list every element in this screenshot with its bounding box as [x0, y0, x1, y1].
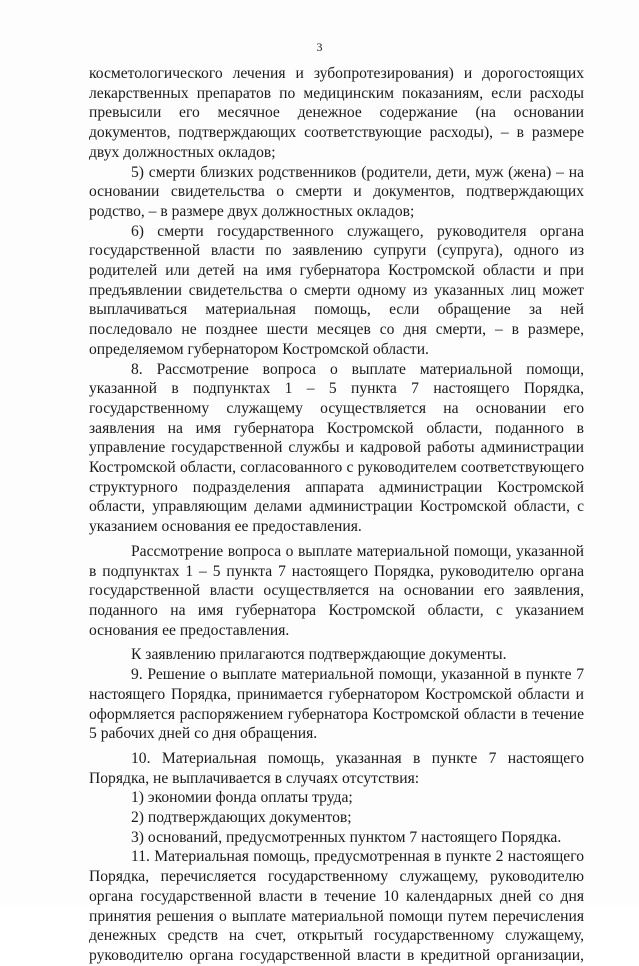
list-item-2: 2) подтверждающих документов; [131, 809, 352, 827]
paragraph-item-5: 5) смерти близких родственников (родители, дети, муж (жена) – на основании свидетельства о смерти и документов, подтверждающих родство, – в размере двух должностных окладов; [89, 163, 584, 220]
paragraph-clause-11: 11. Материальная помощь, предусмотренная в пункте 2 настоящего Порядка, перечисляется государственному служащему, руководителю органа государственной власти в течение 10 календарных дней со дня принятия решения о выплате материальной помощи путем перечисления денежных средств на счет, открытый государственному служащему, руководителю органа государственной власти в кредитной организации, [89, 848, 584, 964]
paragraph-item-6: 6) смерти государственного служащего, руководителя органа государственной власти по заявлению супруги (супруга), одного из родителей или детей на имя губернатора Костромской области и при предъявлении свидетельства о смерти одному из указанных лиц может выплачиваться материальная помощь, если обращение за ней последовало не позднее шести месяцев со дня смерти, – в размере, определяемом губернатором Костромской области. [89, 222, 584, 358]
list-item-1: 1) экономии фонда оплаты труда; [131, 789, 353, 807]
paragraph-clause-8: 8. Рассмотрение вопроса о выплате материальной помощи, указанной в подпунктах 1 – 5 пункта 7 настоящего Порядка, государственному служащему осуществляется на основании его заявления на имя губернатора Костромской области, поданного в управление государственной службы и кадровой работы администрации Костромской области, согласованного с руководителем соответствующего структурного подразделения аппарата администрации Костромской области, управляющим делами администрации Костромской области, с указанием основания ее предоставления. [89, 360, 584, 536]
paragraph-clause-9: 9. Решение о выплате материальной помощи, указанной в пункте 7 настоящего Порядка, принимается губернатором Костромской области и оформляется распоряжением губернатора Костромской области в течение 5 рабочих дней со дня обращения. [89, 666, 584, 743]
paragraph-clause-8-part-2: Рассмотрение вопроса о выплате материальной помощи, указанной в подпунктах 1 – 5 пункта 7 настоящего Порядка, руководителю органа государственной власти осуществляется на основании его заявления, поданного на имя губернатора Костромской области, с указанием основания ее предоставления. [89, 542, 584, 639]
paragraph-clause-10: 10. Материальная помощь, указанная в пункте 7 настоящего Порядка, не выплачивается в случаях отсутствия: [89, 749, 584, 787]
paragraph-continuation: косметологического лечения и зубопротезирования) и дорогостоящих лекарственных препаратов по медицинским показаниям, если расходы превысили его месячное денежное содержание (на основании документов, подтверждающих соответствующие расходы), – в размере двух должностных окладов; [89, 65, 584, 161]
list-item-3: 3) оснований, предусмотренных пунктом 7 настоящего Порядка. [131, 828, 562, 846]
page-number: 3 [316, 40, 323, 54]
document-body [89, 64, 584, 966]
paragraph-attachments: К заявлению прилагаются подтверждающие документы. [131, 646, 507, 664]
